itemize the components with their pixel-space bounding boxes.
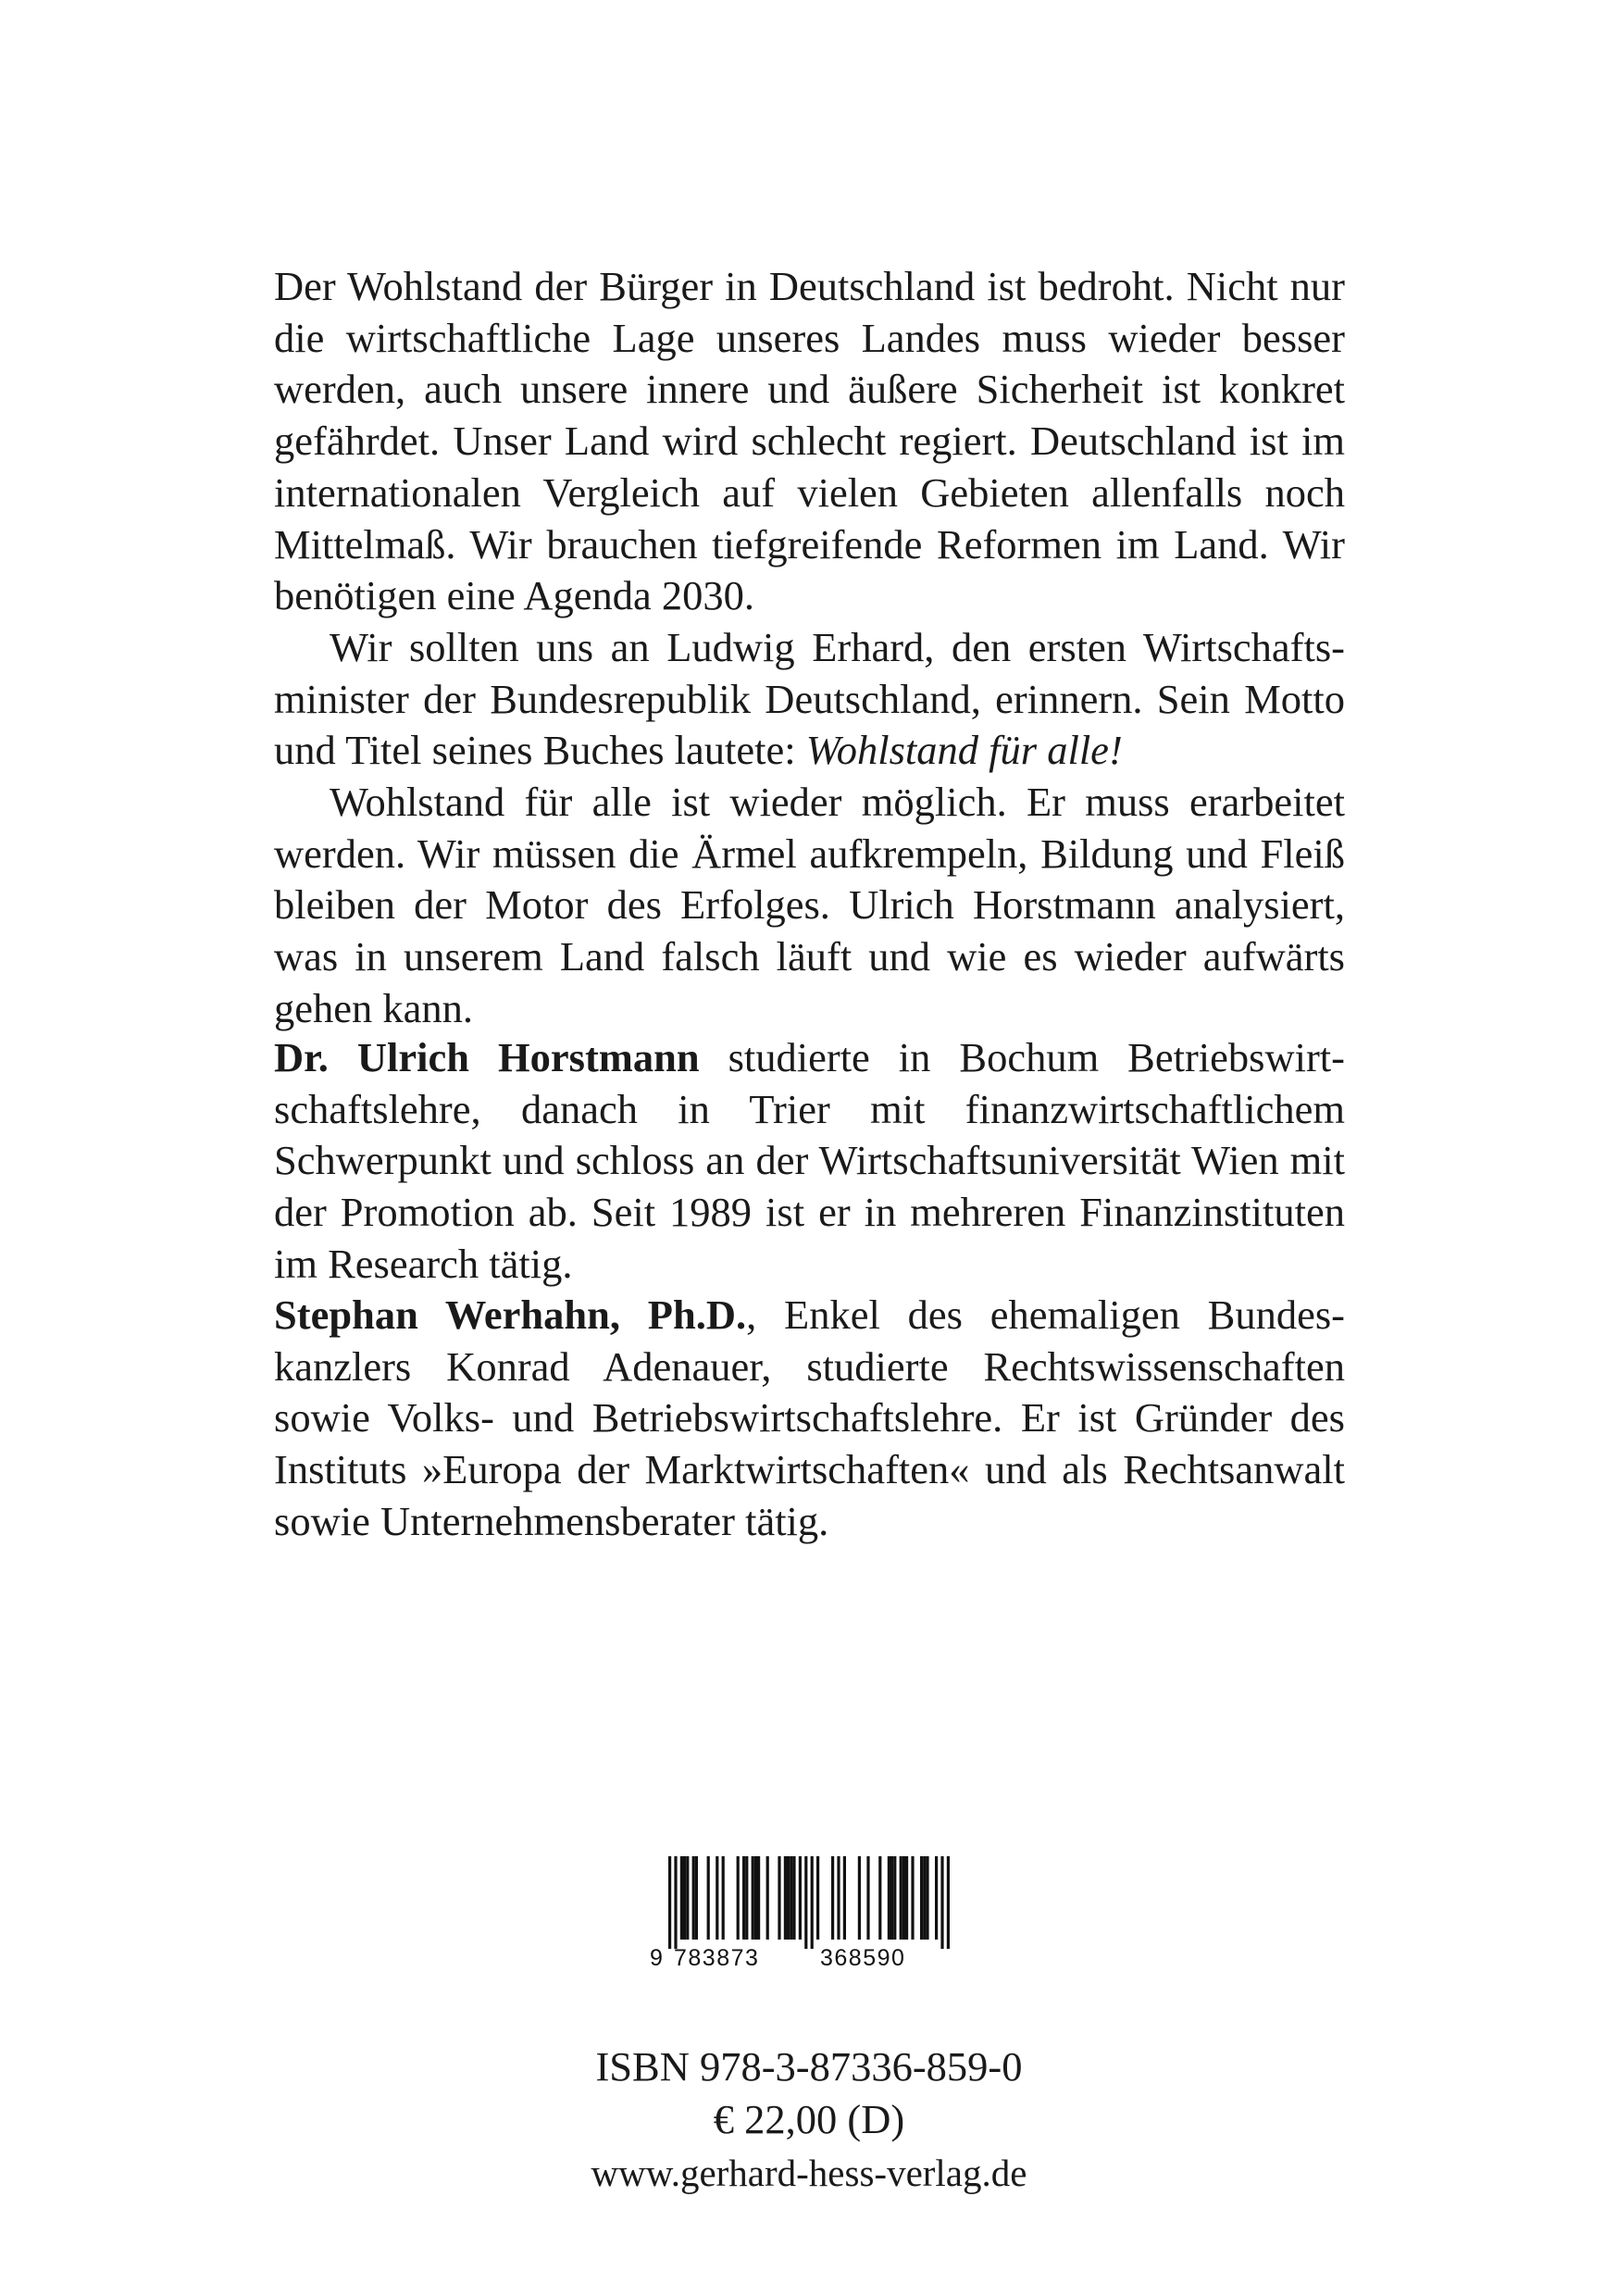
barcode-bar: [752, 1856, 754, 1940]
barcode-bar: [737, 1856, 740, 1940]
barcode-bar: [926, 1856, 928, 1940]
barcode-bar: [742, 1856, 745, 1940]
barcode-bar: [778, 1856, 780, 1940]
author-bio-horstmann: [274, 1032, 1345, 1291]
isbn-barcode: [650, 1856, 970, 1977]
barcode-bar: [695, 1856, 698, 1940]
barcode-bar: [905, 1856, 908, 1940]
bio-horstmann-text: studierte in Bochum Betriebswirtschaftslehre, danach in Trier mit finanzwirtschaftlichem Schwerpunkt und schloss an der Wirtschaftsuniversität Wien mit der Promotion ab. Seit 1989 ist er in mehreren Finanzinstituten im Research tätig.: [274, 1034, 1345, 1287]
blurb-paragraph-3: Wohlstand für alle ist wieder möglich. Er muss erarbeitet werden. Wir müssen die Ärmel aufkrempeln, Bildung und Fleiß bleiben der Motor des Erfolges. Ulrich Horstmann analysiert, was in unserem Land falsch läuft und wie es wieder aufwärts gehen kann.: [274, 779, 1345, 1031]
barcode-bar: [784, 1856, 787, 1940]
barcode-bar: [787, 1856, 790, 1940]
barcode-bar: [890, 1856, 893, 1940]
bio-werhahn-text: , Enkel des ehemaligen Bundeskanzlers Konrad Adenauer, studierte Rechtswissenschaften sowie Volks- und Betriebswirtschaftslehre. Er ist Gründer des Instituts »Europa der Marktwirtschaften« und als Rechtsanwalt sowie Unternehmensberater tätig.: [274, 1292, 1345, 1544]
barcode-bar: [707, 1856, 710, 1940]
blurb-paragraph-2-text: Wir sollten uns an Ludwig Erhard, den ersten Wirtschaftsminister der Bundesrepublik Deutschland, erinnern. Sein Motto und Titel seines Buches lautete:: [274, 623, 1345, 774]
barcode-bar: [722, 1856, 725, 1940]
barcode-guard-bar: [811, 1856, 814, 1949]
barcode-bar: [866, 1856, 869, 1940]
barcode-bar: [843, 1856, 846, 1940]
barcode-bar: [792, 1856, 795, 1940]
barcode-bar: [686, 1856, 689, 1940]
barcode-bar: [680, 1856, 683, 1940]
erhard-book-title: Wohlstand für alle!: [805, 727, 1123, 774]
author-bio-werhahn: [274, 1290, 1345, 1548]
barcode-bar: [837, 1856, 840, 1940]
barcode-guard-bar: [947, 1856, 950, 1949]
barcode-lead-digit: 9: [650, 1945, 665, 1971]
barcode-bar: [858, 1856, 861, 1940]
bio-horstmann-paragraph: [274, 1032, 1345, 1291]
barcode-bar: [923, 1856, 926, 1940]
barcode-bar: [754, 1856, 757, 1940]
barcode-bar: [692, 1856, 695, 1940]
barcode-bar: [716, 1856, 718, 1940]
barcode-right-digits: 368590: [820, 1945, 906, 1971]
bio-werhahn-paragraph: [274, 1290, 1345, 1548]
barcode-bar: [893, 1856, 896, 1940]
author-name-horstmann: Dr. Ulrich Horstmann: [274, 1034, 700, 1080]
barcode-bar: [816, 1856, 819, 1940]
blurb-paragraph-2: [274, 622, 1345, 777]
barcode-guard-bar: [804, 1856, 807, 1949]
book-blurb: [274, 261, 1345, 1035]
barcode-bar: [878, 1856, 881, 1940]
blurb-paragraph-1: Der Wohlstand der Bürger in Deutschland ist bedroht. Nicht nur die wirtschaftliche Lage unseres Landes muss wieder besser werden, auch unsere innere und äußere Sicherheit ist konkret gefährdet. Unser Land wird schlecht regiert. Deutschland ist im internationalen Vergleich auf vielen Gebieten allenfalls noch Mittelmaß. Wir brauchen tiefgreifende Reformen im Land. Wir benötigen eine Agenda 2030.: [274, 263, 1345, 619]
barcode-bars: [655, 1856, 970, 1949]
barcode-bar: [766, 1856, 769, 1940]
barcode-guard-bar: [674, 1856, 677, 1949]
barcode-bar: [920, 1856, 923, 1940]
barcode-bar: [831, 1856, 834, 1940]
barcode-guard-bar: [940, 1856, 943, 1949]
barcode-bar: [900, 1856, 902, 1940]
barcode-bar: [888, 1856, 890, 1940]
barcode-bar: [935, 1856, 938, 1940]
barcode-bar: [757, 1856, 760, 1940]
barcode-left-digits: 783873: [674, 1945, 760, 1971]
isbn-number: ISBN 978-3-87336-859-0: [595, 2043, 1023, 2090]
barcode-bar: [911, 1856, 914, 1940]
barcode-bar: [745, 1856, 748, 1940]
author-name-werhahn: Stephan Werhahn, Ph.D.: [274, 1292, 747, 1338]
barcode-bar: [683, 1856, 686, 1940]
barcode-bar: [790, 1856, 792, 1940]
price: € 22,00 (D): [713, 2096, 905, 2142]
publisher-website: www.gerhard-hess-verlag.de: [591, 2152, 1027, 2194]
barcode-guard-bar: [668, 1856, 671, 1949]
barcode-bar: [902, 1856, 905, 1940]
barcode-bar: [799, 1856, 802, 1940]
